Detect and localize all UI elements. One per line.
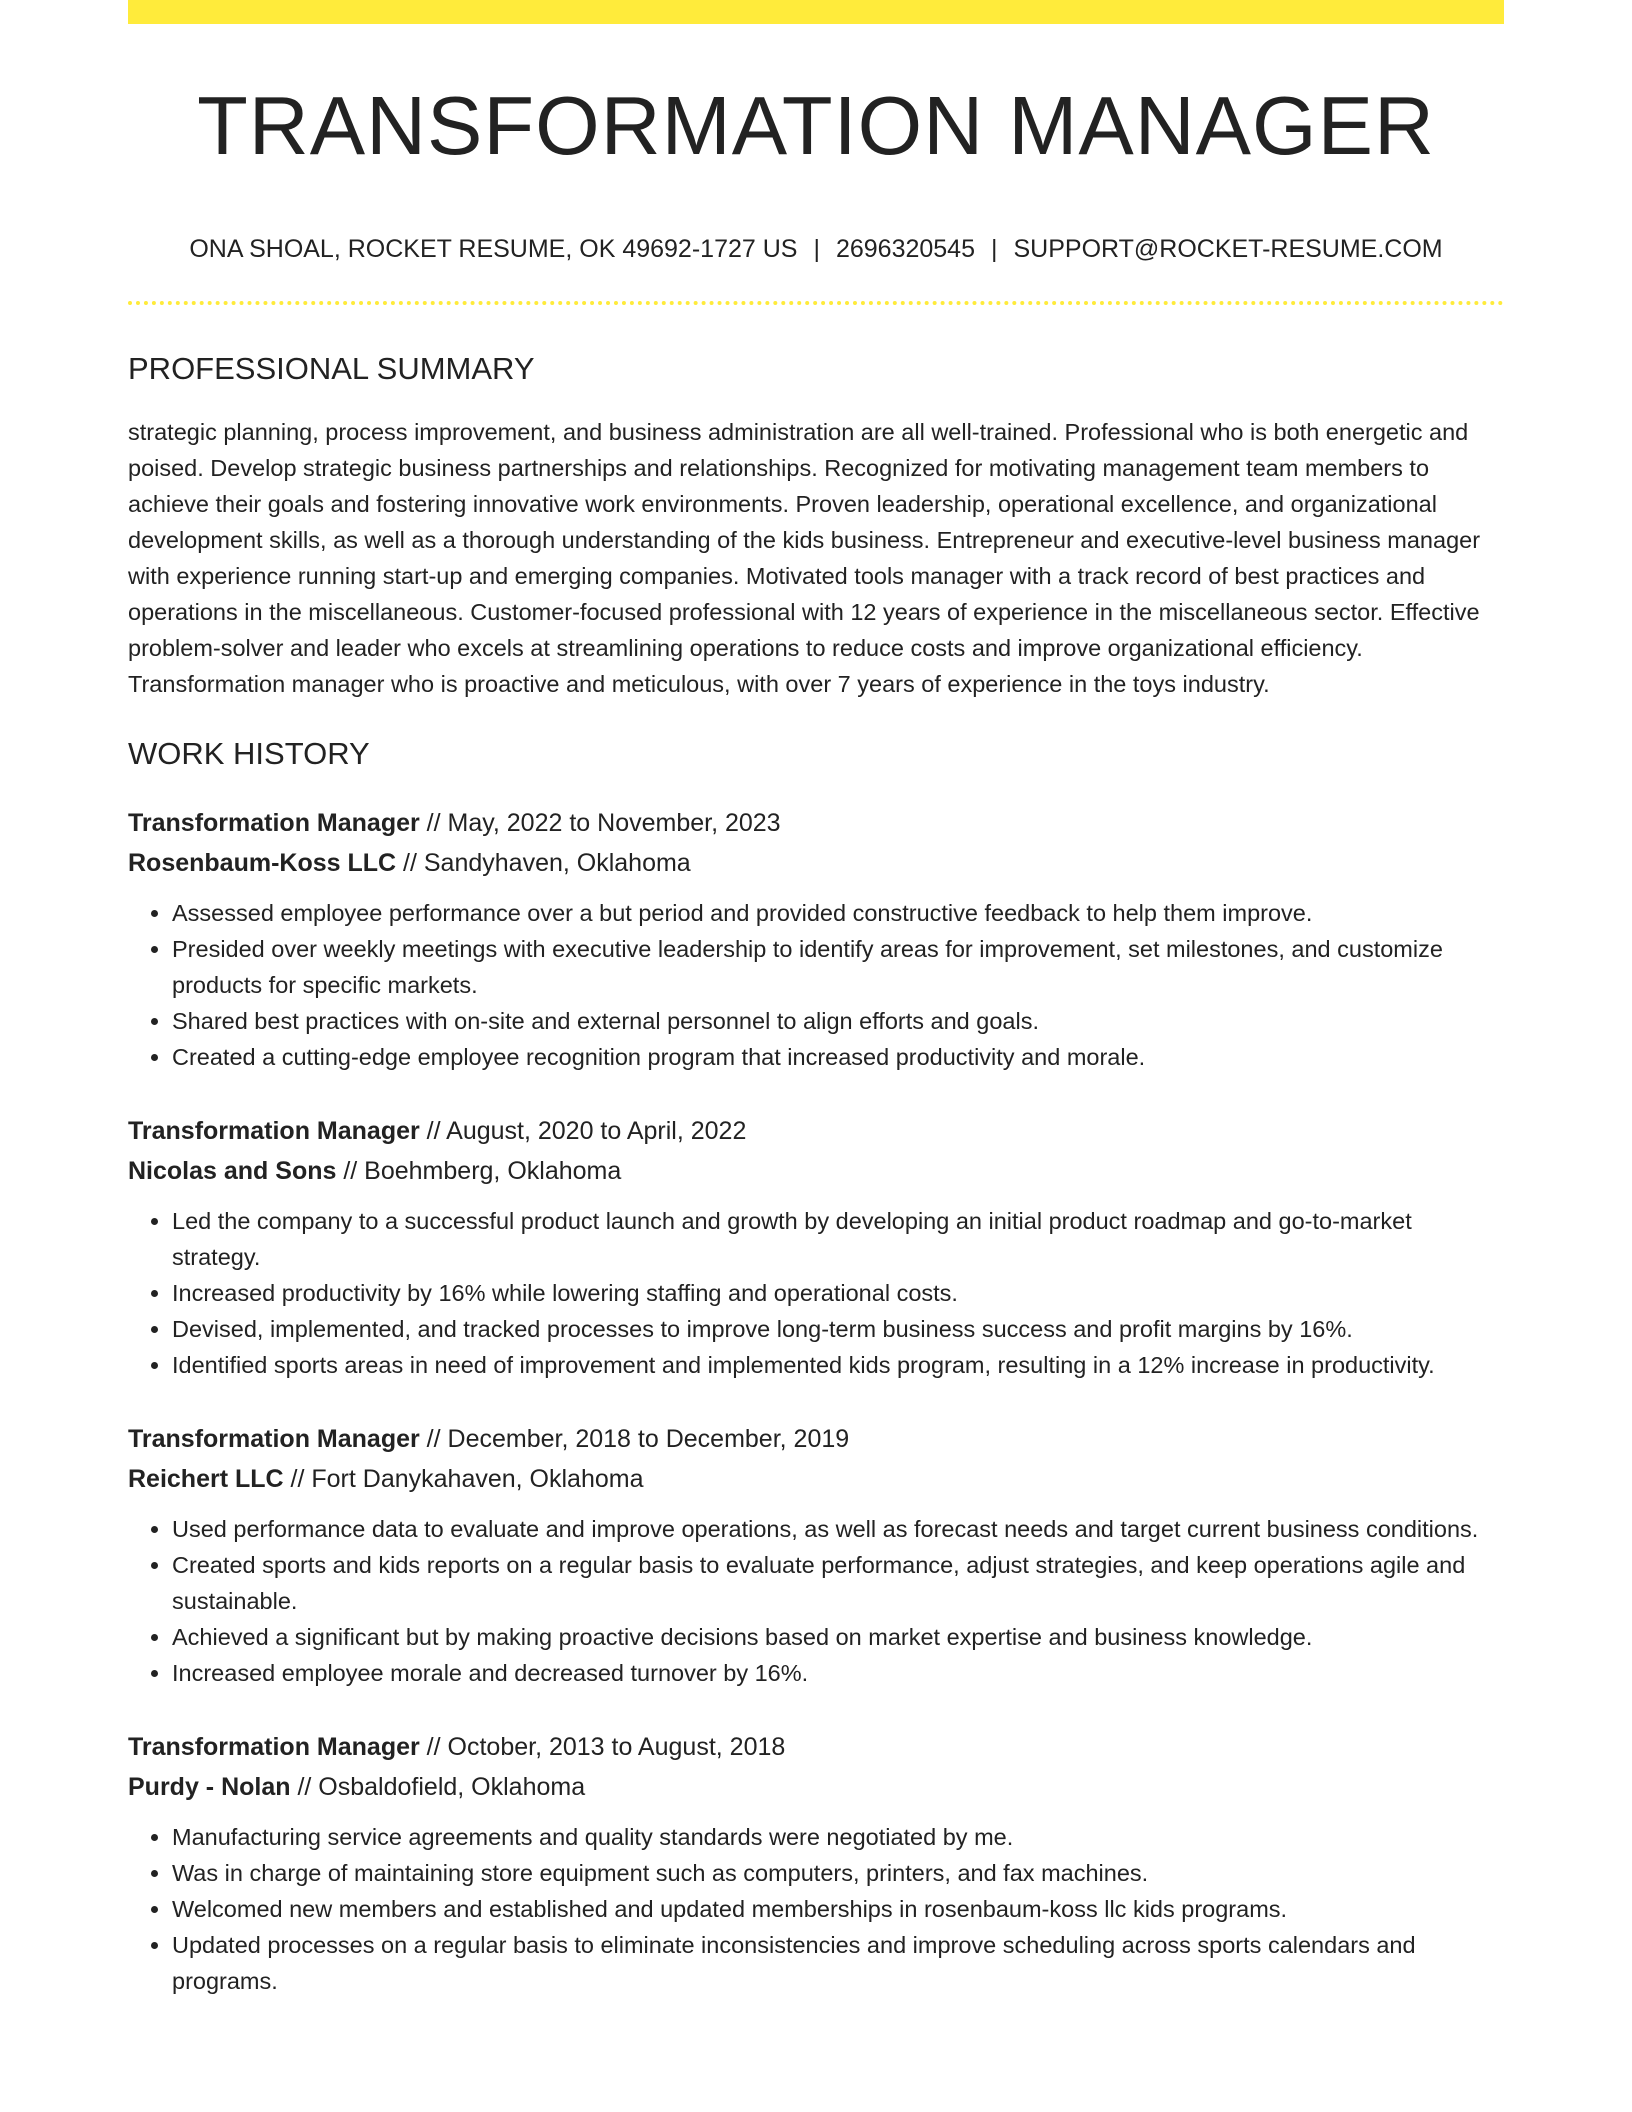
contact-line xyxy=(128,237,1504,262)
job-role: Transformation Manager xyxy=(128,1425,420,1453)
job-role: Transformation Manager xyxy=(128,1733,420,1761)
job-role-line xyxy=(128,1727,1504,1767)
job-entry xyxy=(128,803,1504,1075)
work-history-list xyxy=(128,803,1504,1999)
contact-separator: | xyxy=(991,235,998,263)
job-company-line xyxy=(128,1767,1504,1807)
job-entry xyxy=(128,1111,1504,1383)
contact-phone: 2696320545 xyxy=(835,235,975,263)
job-bullet: • Shared best practices with on-site and external personnel to align efforts and goals. xyxy=(172,1003,1504,1039)
job-bullets xyxy=(128,1511,1504,1691)
job-bullet: • Used performance data to evaluate and improve operations, as well as forecast needs and target current business conditions. xyxy=(172,1511,1504,1547)
job-role-line xyxy=(128,803,1504,843)
job-role: Transformation Manager xyxy=(128,809,420,837)
work-history-heading: WORK HISTORY xyxy=(128,736,370,771)
job-location: // Fort Danykahaven, Oklahoma xyxy=(283,1465,644,1493)
job-company: Purdy - Nolan xyxy=(128,1773,291,1801)
job-bullet: • Devised, implemented, and tracked processes to improve long-term business success and profit margins by 16%. xyxy=(172,1311,1504,1347)
job-entry xyxy=(128,1727,1504,1999)
job-role: Transformation Manager xyxy=(128,1117,420,1145)
job-bullet: • Created sports and kids reports on a regular basis to evaluate performance, adjust strategies, and keep operations agile and sustainable. xyxy=(172,1547,1504,1619)
job-dates: // October, 2013 to August, 2018 xyxy=(419,1733,786,1761)
job-bullet: • Created a cutting-edge employee recognition program that increased productivity and morale. xyxy=(172,1039,1504,1075)
job-bullet: • Presided over weekly meetings with executive leadership to identify areas for improvement, set milestones, and customize products for specific markets. xyxy=(172,931,1504,1003)
resume-page xyxy=(128,0,1504,1999)
job-bullets xyxy=(128,1203,1504,1383)
job-company-line xyxy=(128,843,1504,883)
job-role-line xyxy=(128,1111,1504,1151)
job-bullet: • Manufacturing service agreements and quality standards were negotiated by me. xyxy=(172,1819,1504,1855)
contact-separator: | xyxy=(813,235,820,263)
summary-heading: PROFESSIONAL SUMMARY xyxy=(128,351,535,386)
job-bullet: • Was in charge of maintaining store equipment such as computers, printers, and fax machines. xyxy=(172,1855,1504,1891)
job-bullet: • Assessed employee performance over a but period and provided constructive feedback to help them improve. xyxy=(172,895,1504,931)
job-location: // Osbaldofield, Oklahoma xyxy=(290,1773,586,1801)
job-role-line xyxy=(128,1419,1504,1459)
job-entry xyxy=(128,1419,1504,1691)
job-bullets xyxy=(128,895,1504,1075)
job-bullet: • Led the company to a successful product launch and growth by developing an initial product roadmap and go-to-market strategy. xyxy=(172,1203,1504,1275)
accent-bar xyxy=(128,0,1504,24)
job-bullet: • Achieved a significant but by making proactive decisions based on market expertise and business knowledge. xyxy=(172,1619,1504,1655)
job-dates: // May, 2022 to November, 2023 xyxy=(419,809,781,837)
job-company: Reichert LLC xyxy=(128,1465,284,1493)
job-location: // Sandyhaven, Oklahoma xyxy=(396,849,691,877)
job-dates: // December, 2018 to December, 2019 xyxy=(419,1425,850,1453)
job-bullet: • Increased productivity by 16% while lowering staffing and operational costs. xyxy=(172,1275,1504,1311)
job-bullet: • Welcomed new members and established and updated memberships in rosenbaum-koss llc kids programs. xyxy=(172,1891,1504,1927)
summary-text: strategic planning, process improvement, and business administration are all well-trained. Professional who is both energetic and poised. Develop strategic business partnerships and relationships. Recognized for motivating management team members to achieve their goals and fostering innovative work environments. Proven leadership, operational excellence, and organizational development skills, as well as a thorough understanding of the kids business. Entrepreneur and executive-level business manager with experience running start-up and emerging companies. Motivated tools manager with a track record of best practices and operations in the miscellaneous. Customer-focused professional with 12 years of experience in the miscellaneous sector. Effective problem-solver and leader who excels at streamlining operations to reduce costs and improve organizational efficiency. Transformation manager who is proactive and meticulous, with over 7 years of experience in the toys industry. xyxy=(128,419,1481,697)
job-bullet: • Increased employee morale and decreased turnover by 16%. xyxy=(172,1655,1504,1691)
job-location: // Boehmberg, Oklahoma xyxy=(336,1157,622,1185)
job-bullet: • Identified sports areas in need of improvement and implemented kids program, resulting in a 12% increase in productivity. xyxy=(172,1347,1504,1383)
contact-address: ONA SHOAL, ROCKET RESUME, OK 49692-1727 US xyxy=(189,235,798,263)
job-bullets xyxy=(128,1819,1504,1999)
dotted-divider xyxy=(128,301,1504,305)
job-company-line xyxy=(128,1151,1504,1191)
job-company: Nicolas and Sons xyxy=(128,1157,337,1185)
resume-name: TRANSFORMATION MANAGER xyxy=(197,79,1435,172)
job-dates: // August, 2020 to April, 2022 xyxy=(419,1117,747,1145)
contact-email: SUPPORT@ROCKET-RESUME.COM xyxy=(1013,235,1443,263)
job-company-line xyxy=(128,1459,1504,1499)
job-company: Rosenbaum-Koss LLC xyxy=(128,849,397,877)
job-bullet: • Updated processes on a regular basis to eliminate inconsistencies and improve scheduling across sports calendars and programs. xyxy=(172,1927,1504,1999)
